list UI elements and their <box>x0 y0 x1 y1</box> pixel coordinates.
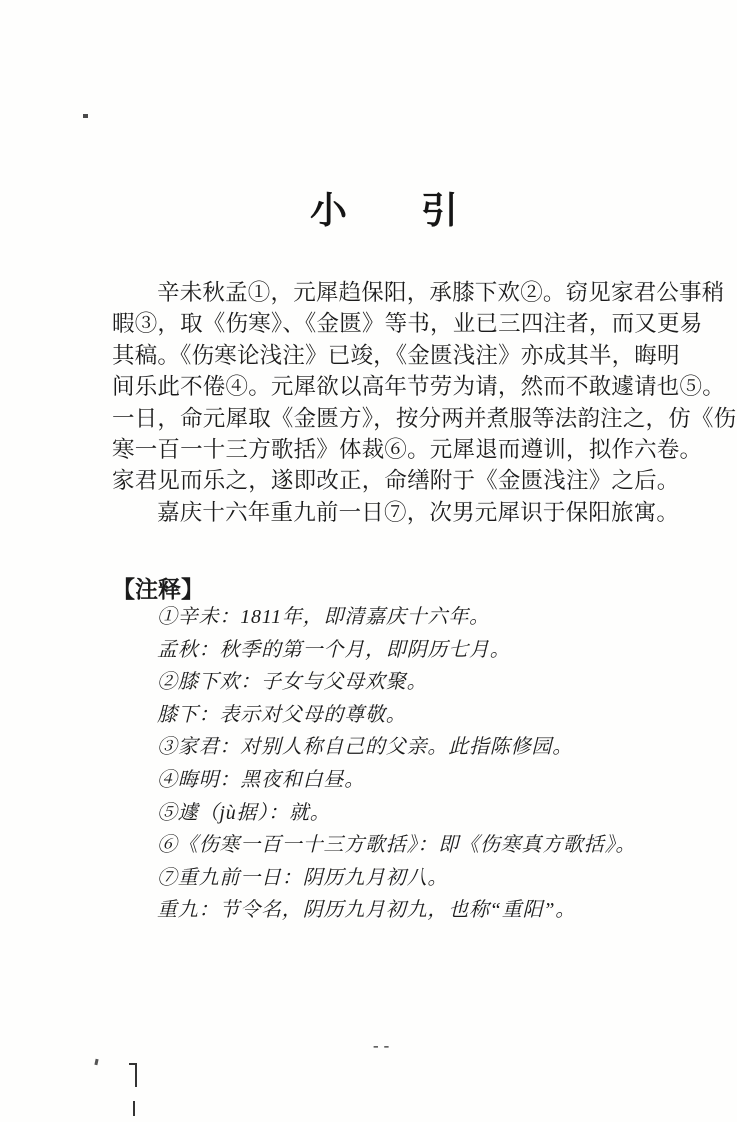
note-item: ⑥《伤寒一百一十三方歌括》：即《伤寒真方歌括》。 <box>157 834 637 857</box>
scan-bracket-artifact <box>129 1063 137 1087</box>
page-number-marker: -- <box>371 1038 393 1056</box>
preface-body <box>112 277 737 528</box>
body-line: 一日，命元犀取《金匮方》，按分两并煮服等法韵注之，仿《伤 <box>112 405 737 431</box>
body-line: 其稿。《伤寒论浅注》已竣，《金匮浅注》亦成其半，晦明 <box>112 342 680 368</box>
note-item: ③家君：对别人称自己的父亲。此指陈修园。 <box>157 736 573 759</box>
note-item: ⑦重九前一日：阴历九月初八。 <box>157 866 449 889</box>
note-item: ④晦明：黑夜和白昼。 <box>157 768 365 791</box>
note-item: 重九：节令名，阴历九月初九，也称“重阳”。 <box>157 899 577 922</box>
note-item: 孟秋：秋季的第一个月，即阴历七月。 <box>157 638 511 661</box>
body-line: 间乐此不倦④。元犀欲以高年节劳为请，然而不敢遽请也⑤。 <box>112 374 725 400</box>
note-item: ①辛未：1811年，即清嘉庆十六年。 <box>157 606 490 628</box>
notes-section-header: 【注释】 <box>112 577 204 602</box>
body-line: 家君见而乐之，遂即改正，命缮附于《金匮浅注》之后。 <box>112 468 680 494</box>
scan-speck-artifact <box>83 114 88 118</box>
body-dateline: 嘉庆十六年重九前一日⑦，次男元犀识于保阳旅寓。 <box>157 499 680 525</box>
body-line: 寒一百一十三方歌括》体裁⑥。元犀退而遵训，拟作六卷。 <box>112 437 703 463</box>
scan-tick-artifact <box>94 1059 98 1065</box>
body-line: 暇③，取《伤寒》、《金匮》等书，业已三四注者，而又更易 <box>112 311 703 337</box>
note-item: ⑤遽（jù据）：就。 <box>157 801 331 824</box>
note-item: 膝下：表示对父母的尊敬。 <box>157 703 407 726</box>
notes-list <box>157 601 677 927</box>
page-title: 小 引 <box>310 191 458 232</box>
note-item: ②膝下欢：子女与父母欢聚。 <box>157 671 428 694</box>
scan-stroke-artifact <box>133 1101 135 1116</box>
body-line: 辛未秋孟①，元犀趋保阳，承膝下欢②。窃见家君公事稍 <box>157 280 725 305</box>
